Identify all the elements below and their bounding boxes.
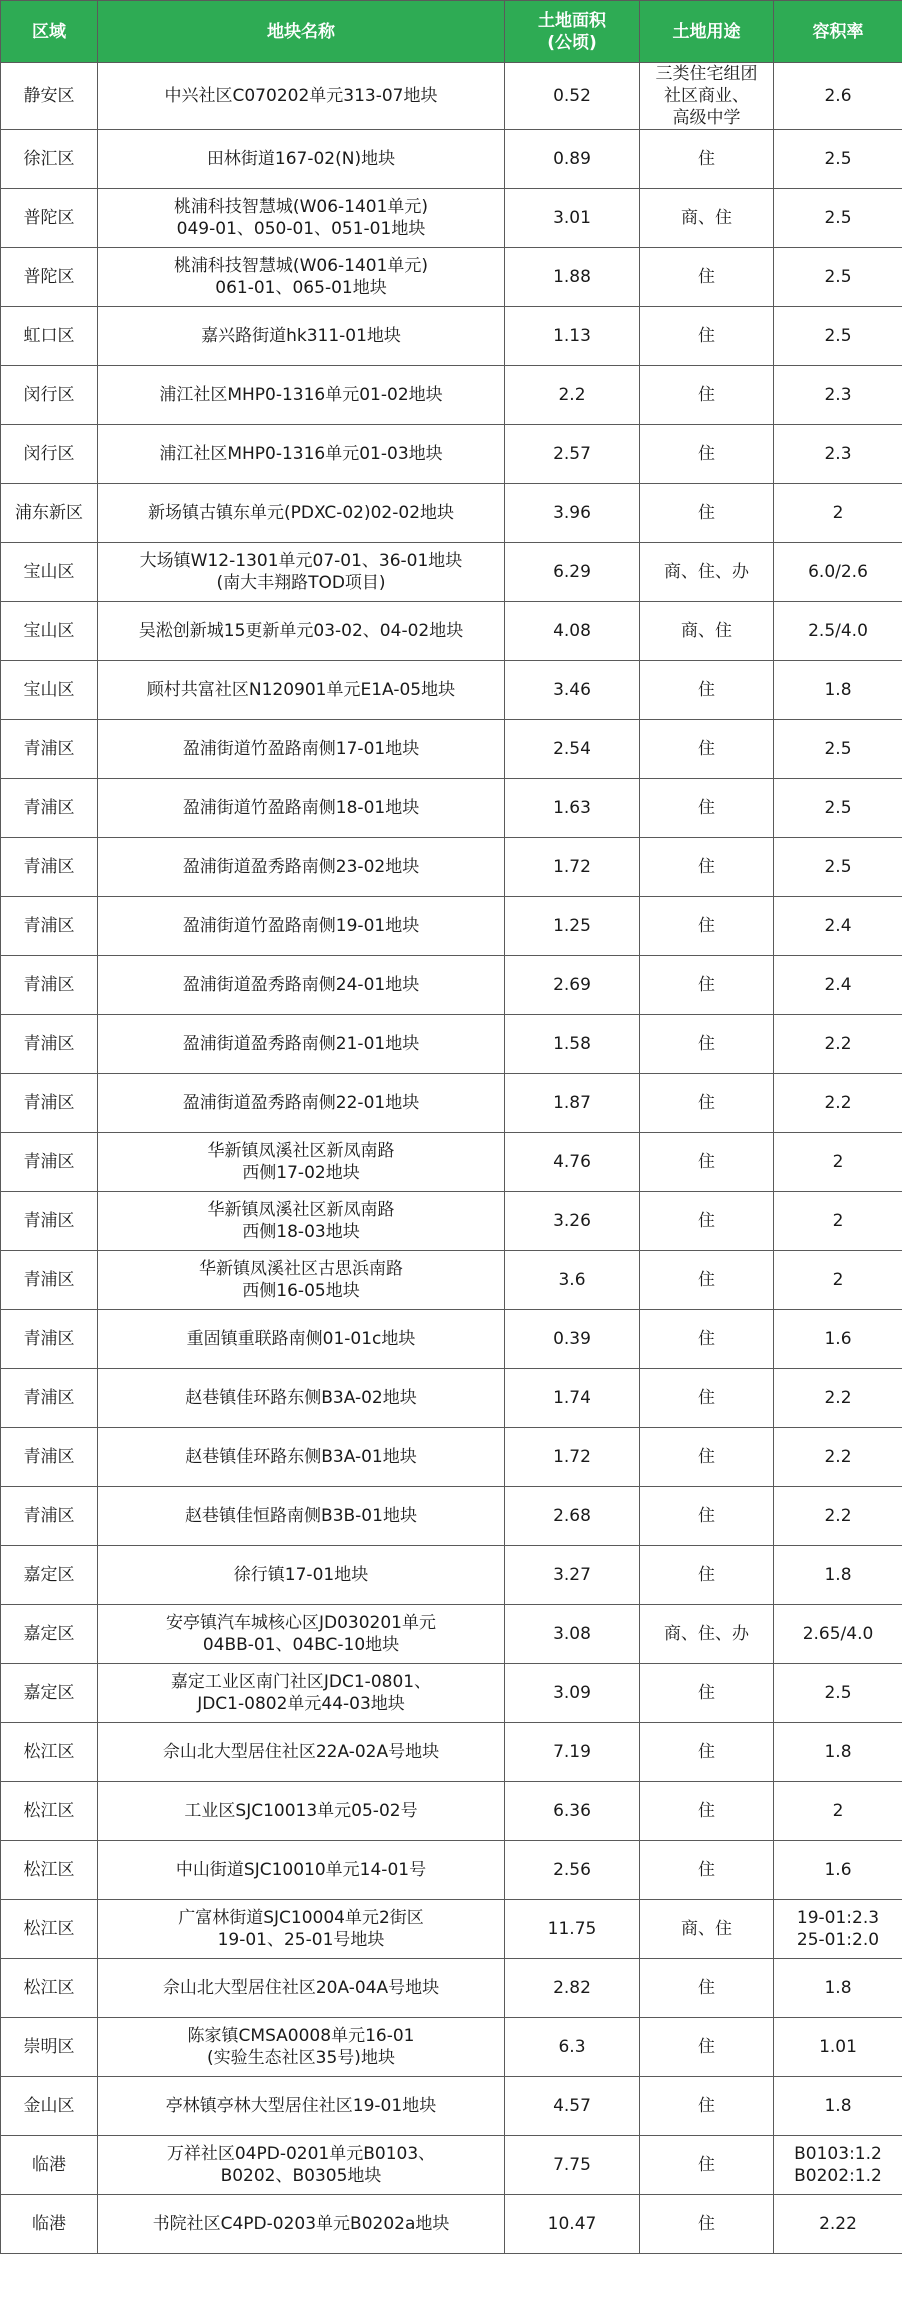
land-area-cell: 4.08 <box>505 602 640 661</box>
land-use-cell: 住 <box>640 1369 774 1428</box>
district-cell: 普陀区 <box>1 189 98 248</box>
land-area-cell: 10.47 <box>505 2195 640 2254</box>
land-use-cell: 住 <box>640 425 774 484</box>
district-cell: 临港 <box>1 2136 98 2195</box>
district-cell: 青浦区 <box>1 779 98 838</box>
table-row <box>1 248 902 307</box>
table-row <box>1 1959 902 2018</box>
land-use-cell: 商、住 <box>640 189 774 248</box>
land-use-cell: 住 <box>640 1782 774 1841</box>
header-district: 区域 <box>1 1 98 63</box>
district-cell: 青浦区 <box>1 838 98 897</box>
table-row <box>1 956 902 1015</box>
table-row <box>1 602 902 661</box>
land-use-cell: 住 <box>640 1074 774 1133</box>
land-area-cell: 6.29 <box>505 543 640 602</box>
land-use-cell: 商、住、办 <box>640 543 774 602</box>
table-row <box>1 1605 902 1664</box>
land-area-cell: 3.08 <box>505 1605 640 1664</box>
far-cell: 2.4 <box>774 897 902 956</box>
parcel-name-cell: 盈浦街道盈秀路南侧22-01地块 <box>98 1074 505 1133</box>
table-row <box>1 307 902 366</box>
table-row <box>1 1133 902 1192</box>
far-cell: 2 <box>774 484 902 543</box>
far-cell: 2.6 <box>774 63 902 130</box>
land-area-cell: 1.58 <box>505 1015 640 1074</box>
district-cell: 青浦区 <box>1 1428 98 1487</box>
header-row <box>1 1 902 63</box>
district-cell: 徐汇区 <box>1 130 98 189</box>
district-cell: 青浦区 <box>1 1487 98 1546</box>
table-row <box>1 189 902 248</box>
table-row <box>1 543 902 602</box>
far-cell: 2 <box>774 1133 902 1192</box>
far-cell: 2 <box>774 1782 902 1841</box>
land-use-cell: 住 <box>640 779 774 838</box>
land-use-cell: 住 <box>640 366 774 425</box>
district-cell: 青浦区 <box>1 1133 98 1192</box>
district-cell: 宝山区 <box>1 543 98 602</box>
land-area-cell: 0.52 <box>505 63 640 130</box>
table-row <box>1 1428 902 1487</box>
land-use-cell: 三类住宅组团 社区商业、 高级中学 <box>640 63 774 130</box>
district-cell: 青浦区 <box>1 1251 98 1310</box>
land-use-cell: 住 <box>640 130 774 189</box>
table-row <box>1 2018 902 2077</box>
land-use-cell: 住 <box>640 956 774 1015</box>
land-area-cell: 6.36 <box>505 1782 640 1841</box>
land-use-cell: 住 <box>640 1487 774 1546</box>
land-use-cell: 住 <box>640 1133 774 1192</box>
land-area-cell: 2.2 <box>505 366 640 425</box>
land-use-cell: 住 <box>640 1841 774 1900</box>
land-use-cell: 住 <box>640 1664 774 1723</box>
land-area-cell: 1.87 <box>505 1074 640 1133</box>
parcel-name-cell: 赵巷镇佳环路东侧B3A-01地块 <box>98 1428 505 1487</box>
land-area-cell: 3.26 <box>505 1192 640 1251</box>
land-use-cell: 住 <box>640 838 774 897</box>
far-cell: 2.5/4.0 <box>774 602 902 661</box>
far-cell: 1.6 <box>774 1310 902 1369</box>
land-use-cell: 住 <box>640 720 774 779</box>
land-use-cell: 住 <box>640 1310 774 1369</box>
land-area-cell: 0.89 <box>505 130 640 189</box>
land-area-cell: 2.82 <box>505 1959 640 2018</box>
far-cell: 1.8 <box>774 661 902 720</box>
parcel-name-cell: 佘山北大型居住社区22A-02A号地块 <box>98 1723 505 1782</box>
far-cell: 2 <box>774 1251 902 1310</box>
table-row <box>1 838 902 897</box>
parcel-name-cell: 浦江社区MHP0-1316单元01-02地块 <box>98 366 505 425</box>
land-area-cell: 3.96 <box>505 484 640 543</box>
parcel-name-cell: 华新镇凤溪社区新凤南路 西侧18-03地块 <box>98 1192 505 1251</box>
far-cell: 2.5 <box>774 307 902 366</box>
table-row <box>1 2195 902 2254</box>
land-use-cell: 住 <box>640 1251 774 1310</box>
land-area-cell: 3.27 <box>505 1546 640 1605</box>
far-cell: 2.5 <box>774 838 902 897</box>
land-area-cell: 7.75 <box>505 2136 640 2195</box>
district-cell: 浦东新区 <box>1 484 98 543</box>
district-cell: 闵行区 <box>1 366 98 425</box>
parcel-name-cell: 顾村共富社区N120901单元E1A-05地块 <box>98 661 505 720</box>
land-area-cell: 2.57 <box>505 425 640 484</box>
district-cell: 青浦区 <box>1 956 98 1015</box>
land-area-cell: 1.74 <box>505 1369 640 1428</box>
land-area-cell: 3.6 <box>505 1251 640 1310</box>
table-row <box>1 1546 902 1605</box>
parcel-name-cell: 陈家镇CMSA0008单元16-01 (实验生态社区35号)地块 <box>98 2018 505 2077</box>
land-use-cell: 住 <box>640 661 774 720</box>
district-cell: 普陀区 <box>1 248 98 307</box>
district-cell: 嘉定区 <box>1 1546 98 1605</box>
land-use-cell: 住 <box>640 1015 774 1074</box>
far-cell: 2.2 <box>774 1015 902 1074</box>
land-use-cell: 商、住 <box>640 1900 774 1959</box>
parcel-name-cell: 华新镇凤溪社区新凤南路 西侧17-02地块 <box>98 1133 505 1192</box>
land-use-cell: 住 <box>640 897 774 956</box>
land-use-cell: 住 <box>640 1723 774 1782</box>
far-cell: 1.8 <box>774 1723 902 1782</box>
table-row <box>1 484 902 543</box>
land-use-cell: 住 <box>640 484 774 543</box>
land-area-cell: 1.63 <box>505 779 640 838</box>
table-row <box>1 1015 902 1074</box>
district-cell: 青浦区 <box>1 1192 98 1251</box>
land-use-cell: 住 <box>640 1546 774 1605</box>
table-row <box>1 130 902 189</box>
land-area-cell: 4.76 <box>505 1133 640 1192</box>
district-cell: 宝山区 <box>1 602 98 661</box>
parcel-name-cell: 华新镇凤溪社区古思浜南路 西侧16-05地块 <box>98 1251 505 1310</box>
table-row <box>1 1841 902 1900</box>
land-use-cell: 住 <box>640 1959 774 2018</box>
land-area-cell: 2.68 <box>505 1487 640 1546</box>
district-cell: 松江区 <box>1 1782 98 1841</box>
parcel-name-cell: 书院社区C4PD-0203单元B0202a地块 <box>98 2195 505 2254</box>
land-area-cell: 11.75 <box>505 1900 640 1959</box>
land-use-cell: 住 <box>640 1428 774 1487</box>
parcel-name-cell: 万祥社区04PD-0201单元B0103、 B0202、B0305地块 <box>98 2136 505 2195</box>
land-use-cell: 住 <box>640 248 774 307</box>
table-row <box>1 1369 902 1428</box>
parcel-name-cell: 桃浦科技智慧城(W06-1401单元) 061-01、065-01地块 <box>98 248 505 307</box>
district-cell: 宝山区 <box>1 661 98 720</box>
far-cell: 6.0/2.6 <box>774 543 902 602</box>
table-row <box>1 661 902 720</box>
far-cell: 2.2 <box>774 1487 902 1546</box>
district-cell: 青浦区 <box>1 720 98 779</box>
parcel-name-cell: 嘉兴路街道hk311-01地块 <box>98 307 505 366</box>
district-cell: 虹口区 <box>1 307 98 366</box>
land-area-cell: 3.46 <box>505 661 640 720</box>
district-cell: 青浦区 <box>1 1074 98 1133</box>
far-cell: 1.01 <box>774 2018 902 2077</box>
far-cell: 2.5 <box>774 720 902 779</box>
table-row <box>1 720 902 779</box>
table-row <box>1 63 902 130</box>
parcel-name-cell: 大场镇W12-1301单元07-01、36-01地块 (南大丰翔路TOD项目) <box>98 543 505 602</box>
far-cell: 2.65/4.0 <box>774 1605 902 1664</box>
parcel-name-cell: 盈浦街道竹盈路南侧19-01地块 <box>98 897 505 956</box>
table-row <box>1 1900 902 1959</box>
district-cell: 青浦区 <box>1 1369 98 1428</box>
district-cell: 青浦区 <box>1 897 98 956</box>
land-area-cell: 1.72 <box>505 1428 640 1487</box>
parcel-name-cell: 徐行镇17-01地块 <box>98 1546 505 1605</box>
parcel-name-cell: 中山街道SJC10010单元14-01号 <box>98 1841 505 1900</box>
far-cell: 2.3 <box>774 425 902 484</box>
far-cell: 2.5 <box>774 189 902 248</box>
table-row <box>1 1664 902 1723</box>
land-use-cell: 商、住 <box>640 602 774 661</box>
district-cell: 临港 <box>1 2195 98 2254</box>
parcel-name-cell: 盈浦街道竹盈路南侧18-01地块 <box>98 779 505 838</box>
far-cell: 1.8 <box>774 1546 902 1605</box>
far-cell: 2.5 <box>774 248 902 307</box>
far-cell: 2.5 <box>774 130 902 189</box>
parcel-name-cell: 嘉定工业区南门社区JDC1-0801、 JDC1-0802单元44-03地块 <box>98 1664 505 1723</box>
header-land-use: 土地用途 <box>640 1 774 63</box>
table-row <box>1 897 902 956</box>
header-far: 容积率 <box>774 1 902 63</box>
parcel-name-cell: 重固镇重联路南侧01-01c地块 <box>98 1310 505 1369</box>
table-row <box>1 425 902 484</box>
parcel-name-cell: 赵巷镇佳恒路南侧B3B-01地块 <box>98 1487 505 1546</box>
far-cell: 2.3 <box>774 366 902 425</box>
parcel-name-cell: 田林街道167-02(N)地块 <box>98 130 505 189</box>
district-cell: 嘉定区 <box>1 1605 98 1664</box>
table-row <box>1 1251 902 1310</box>
parcel-name-cell: 盈浦街道盈秀路南侧21-01地块 <box>98 1015 505 1074</box>
table-body <box>1 63 902 2254</box>
parcel-name-cell: 工业区SJC10013单元05-02号 <box>98 1782 505 1841</box>
land-area-cell: 7.19 <box>505 1723 640 1782</box>
parcel-name-cell: 亭林镇亭林大型居住社区19-01地块 <box>98 2077 505 2136</box>
land-area-cell: 2.69 <box>505 956 640 1015</box>
land-area-cell: 4.57 <box>505 2077 640 2136</box>
far-cell: 1.8 <box>774 1959 902 2018</box>
land-use-cell: 住 <box>640 2195 774 2254</box>
far-cell: B0103:1.2 B0202:1.2 <box>774 2136 902 2195</box>
land-use-cell: 住 <box>640 2018 774 2077</box>
table-row <box>1 2077 902 2136</box>
far-cell: 2.5 <box>774 779 902 838</box>
table-row <box>1 1192 902 1251</box>
land-area-cell: 2.56 <box>505 1841 640 1900</box>
land-use-cell: 住 <box>640 2136 774 2195</box>
parcel-name-cell: 中兴社区C070202单元313-07地块 <box>98 63 505 130</box>
land-area-cell: 1.72 <box>505 838 640 897</box>
district-cell: 青浦区 <box>1 1310 98 1369</box>
land-area-cell: 2.54 <box>505 720 640 779</box>
far-cell: 2.2 <box>774 1369 902 1428</box>
district-cell: 青浦区 <box>1 1015 98 1074</box>
land-use-cell: 住 <box>640 307 774 366</box>
far-cell: 2.2 <box>774 1428 902 1487</box>
far-cell: 19-01:2.3 25-01:2.0 <box>774 1900 902 1959</box>
land-area-cell: 1.88 <box>505 248 640 307</box>
district-cell: 松江区 <box>1 1841 98 1900</box>
table-row <box>1 779 902 838</box>
land-area-cell: 3.09 <box>505 1664 640 1723</box>
parcel-name-cell: 赵巷镇佳环路东侧B3A-02地块 <box>98 1369 505 1428</box>
table-row <box>1 366 902 425</box>
parcel-name-cell: 盈浦街道竹盈路南侧17-01地块 <box>98 720 505 779</box>
parcel-name-cell: 浦江社区MHP0-1316单元01-03地块 <box>98 425 505 484</box>
land-use-cell: 住 <box>640 2077 774 2136</box>
table-row <box>1 1074 902 1133</box>
parcel-name-cell: 吴淞创新城15更新单元03-02、04-02地块 <box>98 602 505 661</box>
parcel-name-cell: 佘山北大型居住社区20A-04A号地块 <box>98 1959 505 2018</box>
header-parcel-name: 地块名称 <box>98 1 505 63</box>
table-row <box>1 2136 902 2195</box>
district-cell: 崇明区 <box>1 2018 98 2077</box>
header-land-area: 土地面积 (公顷) <box>505 1 640 63</box>
district-cell: 嘉定区 <box>1 1664 98 1723</box>
parcel-name-cell: 盈浦街道盈秀路南侧23-02地块 <box>98 838 505 897</box>
land-area-cell: 0.39 <box>505 1310 640 1369</box>
parcel-name-cell: 新场镇古镇东单元(PDXC-02)02-02地块 <box>98 484 505 543</box>
land-area-cell: 1.25 <box>505 897 640 956</box>
district-cell: 松江区 <box>1 1900 98 1959</box>
land-area-cell: 6.3 <box>505 2018 640 2077</box>
district-cell: 松江区 <box>1 1959 98 2018</box>
parcel-name-cell: 桃浦科技智慧城(W06-1401单元) 049-01、050-01、051-01地块 <box>98 189 505 248</box>
table-row <box>1 1310 902 1369</box>
far-cell: 2 <box>774 1192 902 1251</box>
table-row <box>1 1487 902 1546</box>
district-cell: 金山区 <box>1 2077 98 2136</box>
land-use-cell: 商、住、办 <box>640 1605 774 1664</box>
far-cell: 2.4 <box>774 956 902 1015</box>
land-area-cell: 3.01 <box>505 189 640 248</box>
parcel-name-cell: 安亭镇汽车城核心区JD030201单元 04BB-01、04BC-10地块 <box>98 1605 505 1664</box>
parcel-name-cell: 盈浦街道盈秀路南侧24-01地块 <box>98 956 505 1015</box>
far-cell: 2.2 <box>774 1074 902 1133</box>
far-cell: 2.5 <box>774 1664 902 1723</box>
table-row <box>1 1723 902 1782</box>
land-use-cell: 住 <box>640 1192 774 1251</box>
district-cell: 静安区 <box>1 63 98 130</box>
land-area-cell: 1.13 <box>505 307 640 366</box>
district-cell: 闵行区 <box>1 425 98 484</box>
parcel-name-cell: 广富林街道SJC10004单元2街区 19-01、25-01号地块 <box>98 1900 505 1959</box>
far-cell: 2.22 <box>774 2195 902 2254</box>
table-row <box>1 1782 902 1841</box>
far-cell: 1.8 <box>774 2077 902 2136</box>
district-cell: 松江区 <box>1 1723 98 1782</box>
far-cell: 1.6 <box>774 1841 902 1900</box>
